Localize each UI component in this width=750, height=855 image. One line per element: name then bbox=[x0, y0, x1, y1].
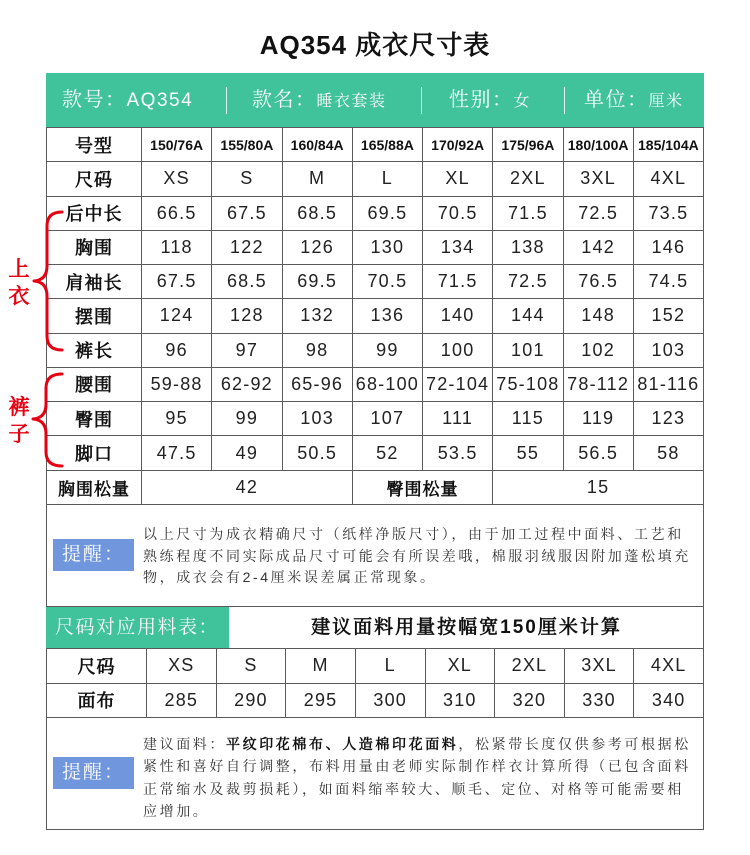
material-section-header bbox=[46, 607, 704, 648]
measure-cell: 102 bbox=[563, 333, 633, 367]
measure-cell: 55 bbox=[493, 436, 563, 470]
gender-label: 性别： bbox=[449, 89, 514, 111]
style-name-value: 睡衣套装 bbox=[316, 93, 387, 110]
measure-cell: 119 bbox=[563, 402, 633, 436]
size-code-cell: 155/80A bbox=[212, 128, 282, 162]
measure-cell: 78-112 bbox=[563, 367, 633, 401]
measure-cell: 68.5 bbox=[282, 196, 352, 230]
measure-cell: 138 bbox=[493, 230, 563, 264]
measure-cell: XS bbox=[142, 162, 212, 196]
row-label: 胸围 bbox=[47, 230, 142, 264]
notice-line: 以上尺寸为成衣精确尺寸（纸样净版尺寸），由于加工过程中面料、工艺和 bbox=[143, 526, 684, 542]
measure-cell: 132 bbox=[282, 299, 352, 333]
style-name bbox=[252, 73, 387, 129]
size-row bbox=[47, 333, 704, 367]
notice-line bbox=[143, 733, 691, 755]
style-name-label: 款名： bbox=[252, 89, 317, 111]
measure-cell: 59-88 bbox=[142, 367, 212, 401]
material-row bbox=[47, 649, 704, 684]
material-cell: 2XL bbox=[495, 649, 565, 684]
material-cell: 310 bbox=[425, 683, 495, 718]
measure-cell: 99 bbox=[212, 402, 282, 436]
notice-line: 紧性和喜好自行调整，布料用量由老师实际制作样衣计算所得（已包含面料 bbox=[143, 758, 691, 775]
measure-cell: 124 bbox=[142, 299, 212, 333]
top-group-label: 上衣 bbox=[8, 258, 30, 308]
measure-cell: 65-96 bbox=[282, 367, 352, 401]
size-header-row bbox=[47, 128, 704, 162]
fabric-notice-text bbox=[143, 733, 691, 822]
measure-cell: 76.5 bbox=[563, 265, 633, 299]
measure-cell: 62-92 bbox=[212, 367, 282, 401]
style-number-value: AQ354 bbox=[126, 90, 194, 111]
size-code-cell: 185/104A bbox=[633, 128, 703, 162]
measure-cell: 73.5 bbox=[633, 196, 703, 230]
measure-cell: 136 bbox=[352, 299, 422, 333]
row-label: 号型 bbox=[47, 128, 142, 162]
size-table bbox=[46, 127, 704, 505]
measure-cell: 98 bbox=[282, 333, 352, 367]
measure-cell: 67.5 bbox=[212, 196, 282, 230]
measure-cell: 72.5 bbox=[493, 265, 563, 299]
notice-line: 物，成衣会有2-4厘米误差属正常现象。 bbox=[143, 569, 437, 585]
info-divider bbox=[421, 87, 422, 114]
measure-cell: 70.5 bbox=[423, 196, 493, 230]
material-cell: 295 bbox=[286, 683, 356, 718]
measure-cell: 3XL bbox=[563, 162, 633, 196]
measure-cell: 130 bbox=[352, 230, 422, 264]
measure-cell: 115 bbox=[493, 402, 563, 436]
chest-ease-value: 42 bbox=[142, 470, 353, 504]
size-row bbox=[47, 265, 704, 299]
material-cell: XL bbox=[425, 649, 495, 684]
material-cell: 3XL bbox=[564, 649, 634, 684]
chest-ease-label: 胸围松量 bbox=[47, 470, 142, 504]
measure-cell: 142 bbox=[563, 230, 633, 264]
measure-cell: 96 bbox=[142, 333, 212, 367]
reminder-badge: 提醒： bbox=[53, 757, 134, 789]
material-cell: 4XL bbox=[634, 649, 704, 684]
row-label: 腰围 bbox=[47, 367, 142, 401]
measure-cell: 71.5 bbox=[493, 196, 563, 230]
measure-cell: L bbox=[352, 162, 422, 196]
notice-line-suffix: ，松紧带长度仅供参考可根据松 bbox=[458, 736, 691, 752]
measure-cell: 68-100 bbox=[352, 367, 422, 401]
material-cell: L bbox=[355, 649, 425, 684]
measure-cell: 58 bbox=[633, 436, 703, 470]
measure-cell: 107 bbox=[352, 402, 422, 436]
row-label: 脚口 bbox=[47, 436, 142, 470]
measure-cell: M bbox=[282, 162, 352, 196]
ease-row bbox=[47, 470, 704, 504]
material-cell: 330 bbox=[564, 683, 634, 718]
size-notice-text bbox=[143, 524, 691, 589]
unit-value: 厘米 bbox=[648, 93, 684, 110]
measure-cell: 71.5 bbox=[423, 265, 493, 299]
measure-cell: 4XL bbox=[633, 162, 703, 196]
measure-cell: 123 bbox=[633, 402, 703, 436]
size-row bbox=[47, 230, 704, 264]
size-row bbox=[47, 402, 704, 436]
row-label: 肩袖长 bbox=[47, 265, 142, 299]
size-code-cell: 180/100A bbox=[563, 128, 633, 162]
size-code-cell: 170/92A bbox=[423, 128, 493, 162]
material-width-note: 建议面料用量按幅宽150厘米计算 bbox=[311, 617, 622, 638]
row-label: 面布 bbox=[47, 683, 147, 718]
row-label: 后中长 bbox=[47, 196, 142, 230]
reminder-badge: 提醒： bbox=[53, 539, 134, 571]
material-row bbox=[47, 683, 704, 718]
measure-cell: 75-108 bbox=[493, 367, 563, 401]
row-label: 臀围 bbox=[47, 402, 142, 436]
size-row bbox=[47, 299, 704, 333]
material-section-title: 尺码对应用料表： bbox=[46, 607, 229, 648]
info-divider bbox=[564, 87, 565, 114]
measure-cell: 111 bbox=[423, 402, 493, 436]
style-number bbox=[62, 73, 193, 129]
unit-label: 单位： bbox=[584, 89, 649, 111]
gender bbox=[449, 73, 531, 129]
measure-cell: 69.5 bbox=[352, 196, 422, 230]
material-cell: 285 bbox=[147, 683, 217, 718]
measure-cell: S bbox=[212, 162, 282, 196]
size-chart bbox=[46, 73, 704, 830]
measure-cell: 67.5 bbox=[142, 265, 212, 299]
measure-cell: 100 bbox=[423, 333, 493, 367]
size-row bbox=[47, 162, 704, 196]
measure-cell: 103 bbox=[282, 402, 352, 436]
measure-cell: 118 bbox=[142, 230, 212, 264]
page-title: AQ354 成衣尺寸表 bbox=[259, 30, 491, 60]
measure-cell: 68.5 bbox=[212, 265, 282, 299]
measure-cell: 50.5 bbox=[282, 436, 352, 470]
measure-cell: 49 bbox=[212, 436, 282, 470]
measure-cell: 95 bbox=[142, 402, 212, 436]
material-table bbox=[46, 648, 704, 718]
hip-ease-value: 15 bbox=[493, 470, 704, 504]
measure-cell: 81-116 bbox=[633, 367, 703, 401]
fabric-notice bbox=[46, 717, 704, 830]
measure-cell: 152 bbox=[633, 299, 703, 333]
measure-cell: 69.5 bbox=[282, 265, 352, 299]
hip-ease-label: 臀围松量 bbox=[352, 470, 493, 504]
measure-cell: 99 bbox=[352, 333, 422, 367]
measure-cell: 74.5 bbox=[633, 265, 703, 299]
size-row bbox=[47, 196, 704, 230]
size-code-cell: 165/88A bbox=[352, 128, 422, 162]
measure-cell: 140 bbox=[423, 299, 493, 333]
recommended-fabrics: 平纹印花棉布、人造棉印花面料 bbox=[226, 736, 459, 752]
measure-cell: 72-104 bbox=[423, 367, 493, 401]
measure-cell: 47.5 bbox=[142, 436, 212, 470]
measure-cell: 122 bbox=[212, 230, 282, 264]
measure-cell: 97 bbox=[212, 333, 282, 367]
material-cell: XS bbox=[147, 649, 217, 684]
measure-cell: 128 bbox=[212, 299, 282, 333]
notice-line: 正常缩水及裁剪损耗），如面料缩率较大、顺毛、定位、对格等可能需要相 bbox=[143, 780, 684, 797]
info-divider bbox=[226, 87, 227, 114]
row-label: 尺码 bbox=[47, 649, 147, 684]
size-code-cell: 160/84A bbox=[282, 128, 352, 162]
measure-cell: 52 bbox=[352, 436, 422, 470]
measure-cell: 101 bbox=[493, 333, 563, 367]
pants-group-label: 裤子 bbox=[8, 396, 30, 446]
size-code-cell: 150/76A bbox=[142, 128, 212, 162]
style-number-label: 款号： bbox=[62, 89, 127, 111]
measure-cell: 146 bbox=[633, 230, 703, 264]
measure-cell: 56.5 bbox=[563, 436, 633, 470]
measure-cell: XL bbox=[423, 162, 493, 196]
material-cell: 340 bbox=[634, 683, 704, 718]
notice-line: 熟练程度不同实际成品尺寸可能会有所误差哦，棉服羽绒服因附加蓬松填充 bbox=[143, 547, 691, 564]
row-label: 裤长 bbox=[47, 333, 142, 367]
size-notice bbox=[46, 504, 704, 607]
measure-cell: 2XL bbox=[493, 162, 563, 196]
measure-cell: 144 bbox=[493, 299, 563, 333]
material-cell: 290 bbox=[216, 683, 286, 718]
size-row bbox=[47, 367, 704, 401]
material-cell: M bbox=[286, 649, 356, 684]
row-label: 摆围 bbox=[47, 299, 142, 333]
notice-line: 应增加。 bbox=[143, 802, 210, 819]
measure-cell: 70.5 bbox=[352, 265, 422, 299]
material-cell: S bbox=[216, 649, 286, 684]
gender-value: 女 bbox=[513, 93, 532, 110]
size-code-cell: 175/96A bbox=[493, 128, 563, 162]
measure-cell: 66.5 bbox=[142, 196, 212, 230]
notice-line-prefix: 建议面料： bbox=[143, 736, 226, 752]
measure-cell: 134 bbox=[423, 230, 493, 264]
measure-cell: 103 bbox=[633, 333, 703, 367]
material-cell: 320 bbox=[495, 683, 565, 718]
row-label: 尺码 bbox=[47, 162, 142, 196]
material-cell: 300 bbox=[355, 683, 425, 718]
measure-cell: 126 bbox=[282, 230, 352, 264]
size-row bbox=[47, 436, 704, 470]
measure-cell: 53.5 bbox=[423, 436, 493, 470]
measure-cell: 72.5 bbox=[563, 196, 633, 230]
measure-cell: 148 bbox=[563, 299, 633, 333]
unit bbox=[584, 73, 684, 129]
product-info-bar bbox=[46, 73, 704, 127]
